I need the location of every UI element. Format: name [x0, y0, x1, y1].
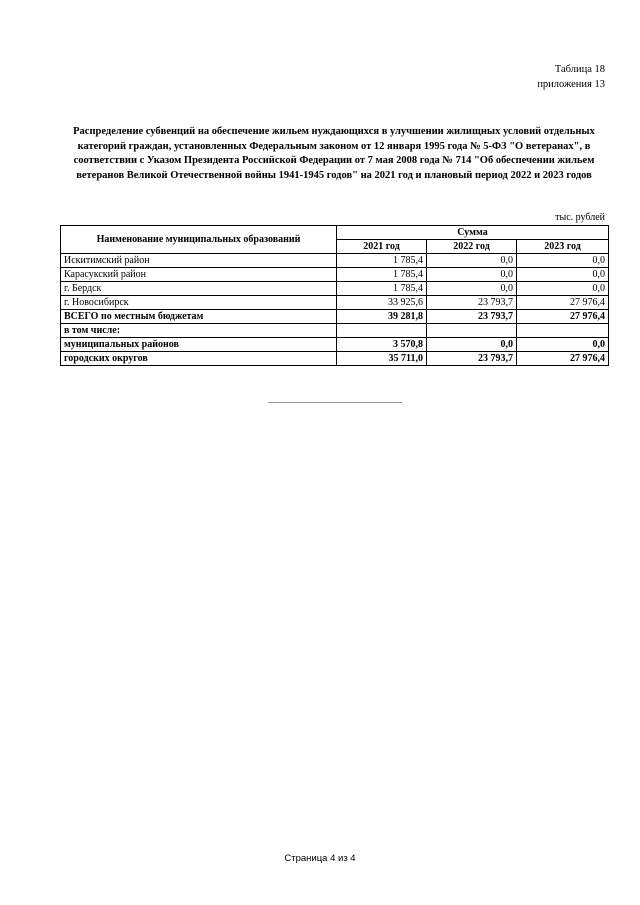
separator-line	[268, 402, 402, 403]
value-2021: 1 785,4	[337, 254, 427, 268]
value-2021: 39 281,8	[337, 310, 427, 324]
value-2023: 0,0	[517, 254, 609, 268]
table-row	[61, 268, 609, 282]
total-row	[61, 310, 609, 324]
value-2023	[517, 324, 609, 338]
table-row	[61, 254, 609, 268]
value-2022: 0,0	[427, 338, 517, 352]
row-name: городских округов	[61, 352, 337, 366]
document-title: Распределение субвенций на обеспечение жильем нуждающихся в улучшении жилищных условий отдельных категорий граждан, установленных Федеральным законом от 12 января 1995 года № 5-ФЗ "О ветеранах", в соответствии с Указом Президента Российской Федерации от 7 мая 2008 года № 714 "Об обеспечении жильем ветеранов Великой Отечественной войны 1941-1945 годов" на 2021 год и плановый период 2022 и 2023 годов	[73, 126, 595, 181]
value-2023: 0,0	[517, 268, 609, 282]
value-2022: 23 793,7	[427, 296, 517, 310]
table-number: Таблица 18	[554, 64, 605, 75]
value-2022: 0,0	[427, 282, 517, 296]
row-name: г. Новосибирск	[61, 296, 337, 310]
table-row	[61, 296, 609, 310]
appendix-number: приложения 13	[537, 79, 605, 90]
value-2022	[427, 324, 517, 338]
header-municipality: Наименование муниципальных образований	[61, 226, 337, 254]
header-year-2023: 2023 год	[517, 240, 609, 254]
unit-label: тыс. рублей	[555, 212, 605, 223]
row-name: муниципальных районов	[61, 338, 337, 352]
value-2022: 0,0	[427, 254, 517, 268]
header-year-2021: 2021 год	[337, 240, 427, 254]
value-2021: 1 785,4	[337, 282, 427, 296]
value-2023: 27 976,4	[517, 310, 609, 324]
subtotal-row	[61, 352, 609, 366]
row-name: Карасукский район	[61, 268, 337, 282]
value-2021: 1 785,4	[337, 268, 427, 282]
value-2021: 33 925,6	[337, 296, 427, 310]
value-2023: 27 976,4	[517, 352, 609, 366]
header-sum: Сумма	[337, 226, 609, 240]
header-year-2022: 2022 год	[427, 240, 517, 254]
value-2023: 0,0	[517, 338, 609, 352]
page-footer: Страница 4 из 4	[284, 853, 356, 864]
value-2022: 0,0	[427, 268, 517, 282]
row-name: г. Бердск	[61, 282, 337, 296]
row-name: ВСЕГО по местным бюджетам	[61, 310, 337, 324]
value-2022: 23 793,7	[427, 352, 517, 366]
value-2023: 0,0	[517, 282, 609, 296]
value-2021: 3 570,8	[337, 338, 427, 352]
subtotal-row	[61, 338, 609, 352]
value-2022: 23 793,7	[427, 310, 517, 324]
table-row	[61, 282, 609, 296]
value-2021: 35 711,0	[337, 352, 427, 366]
value-2021	[337, 324, 427, 338]
row-name: Искитимский район	[61, 254, 337, 268]
table-reference	[537, 62, 605, 92]
value-2023: 27 976,4	[517, 296, 609, 310]
subheading-row	[61, 324, 609, 338]
row-name: в том числе:	[61, 324, 337, 338]
subsidy-table	[60, 225, 609, 366]
